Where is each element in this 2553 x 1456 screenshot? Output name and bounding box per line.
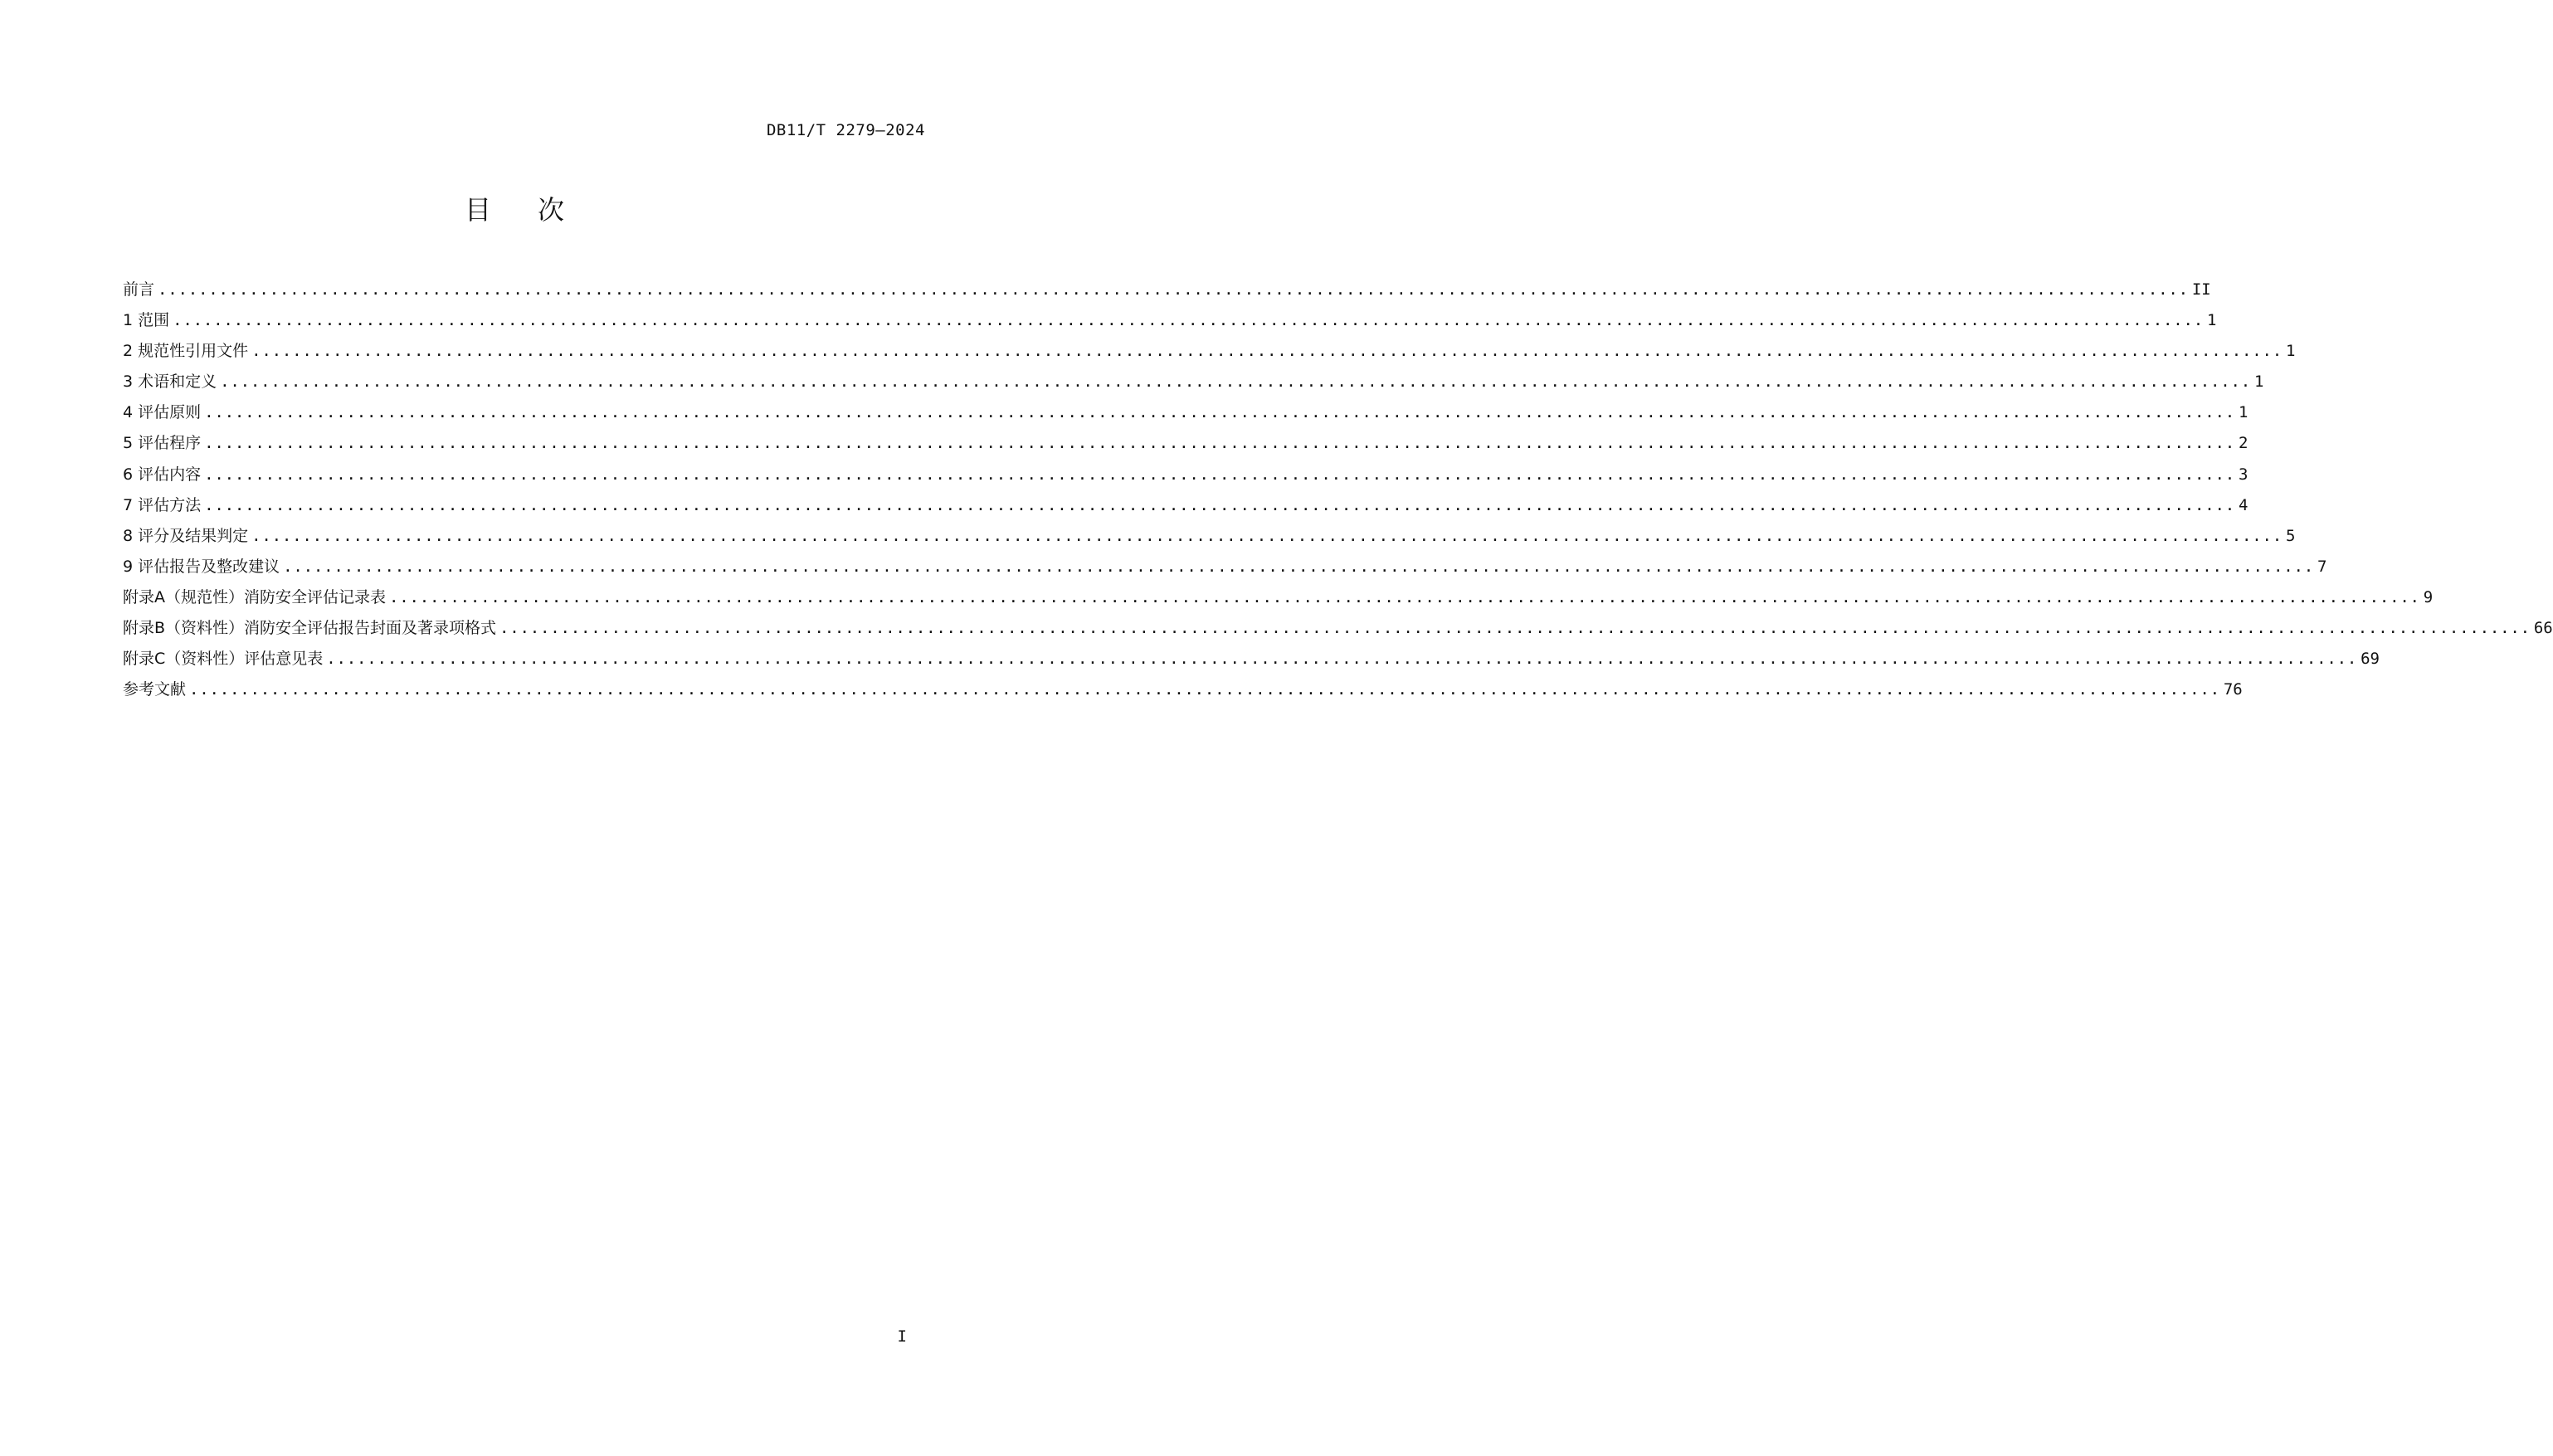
toc-entry-page: 4 [2238, 495, 2248, 514]
toc-entry-page: 1 [2238, 403, 2248, 422]
toc-entry-assessment-content[interactable] [123, 464, 2248, 494]
toc-entry-label: 8 评分及结果判定 [123, 526, 249, 545]
toc-entry-scoring-results[interactable] [123, 525, 2296, 556]
toc-entry-assessment-method[interactable] [123, 494, 2248, 525]
toc-dot-leader: ........................................................................................................................................................................................................ [251, 526, 2283, 545]
toc-dot-leader: ........................................................................................................................................................................................................ [204, 465, 2235, 484]
toc-dot-leader: ........................................................................................................................................................................................................ [204, 434, 2235, 453]
toc-dot-leader: ........................................................................................................................................................................................................ [220, 373, 2251, 392]
toc-entry-appendix-c[interactable] [123, 648, 2380, 679]
toc-entry-label: 9 评估报告及整改建议 [123, 557, 280, 576]
toc-entry-label: 附录C（资料性）评估意见表 [123, 650, 324, 669]
toc-dot-leader: ........................................................................................................................................................................................................ [189, 680, 2220, 699]
toc-entry-label: 1 范围 [123, 311, 170, 330]
toc-entry-label: 前言 [123, 280, 155, 299]
toc-entry-page: 3 [2238, 465, 2248, 484]
toc-entry-page: 1 [2206, 311, 2217, 330]
toc-entry-page: 66 [2533, 619, 2553, 638]
toc-dot-leader: ........................................................................................................................................................................................................ [204, 495, 2235, 514]
toc-dot-leader: ........................................................................................................................................................................................................ [499, 619, 2531, 638]
toc-dot-leader: ........................................................................................................................................................................................................ [326, 650, 2358, 669]
toc-entry-label: 3 术语和定义 [123, 373, 217, 392]
toc-dot-leader: ........................................................................................................................................................................................................ [158, 280, 2189, 299]
toc-entry-terms-definitions[interactable] [123, 371, 2264, 402]
toc-entry-page: 9 [2423, 587, 2434, 606]
toc-entry-scope[interactable] [123, 309, 2217, 340]
toc-entry-page: II [2191, 280, 2211, 299]
toc-entry-label: 附录B（资料性）消防安全评估报告封面及著录项格式 [123, 619, 497, 638]
toc-entry-label: 参考文献 [123, 680, 187, 699]
toc-entry-label: 5 评估程序 [123, 434, 202, 453]
toc-entry-page: 1 [2253, 373, 2264, 392]
toc-entry-bibliography[interactable] [123, 679, 2243, 709]
toc-dot-leader: ........................................................................................................................................................................................................ [251, 342, 2283, 361]
toc-entry-normative-references[interactable] [123, 340, 2296, 371]
toc-entry-label: 4 评估原则 [123, 403, 202, 422]
toc-entry-appendix-b[interactable] [123, 617, 2553, 648]
toc-entry-label: 6 评估内容 [123, 465, 202, 484]
toc-entry-assessment-procedure[interactable] [123, 432, 2248, 463]
toc-entry-page: 5 [2285, 526, 2296, 545]
toc-entry-page: 69 [2361, 650, 2380, 669]
toc-dot-leader: ........................................................................................................................................................................................................ [283, 557, 2314, 576]
toc-entry-page: 7 [2317, 557, 2327, 576]
toc-entry-label: 附录A（规范性）消防安全评估记录表 [123, 587, 386, 606]
toc-entry-appendix-a[interactable] [123, 587, 2434, 617]
toc-entry-assessment-principles[interactable] [123, 402, 2248, 432]
toc-entry-label: 2 规范性引用文件 [123, 342, 249, 361]
toc-entry-report-recommendations[interactable] [123, 556, 2327, 587]
toc-entry-label: 7 评估方法 [123, 495, 202, 514]
page-number: I [897, 1327, 907, 1346]
toc-entry-page: 2 [2238, 434, 2248, 453]
toc-entry-page: 1 [2285, 342, 2296, 361]
table-of-contents [123, 279, 2553, 709]
toc-entry-foreword[interactable] [123, 279, 2211, 309]
page-title: 目次 [464, 194, 611, 226]
standard-code: DB11/T 2279—2024 [766, 121, 925, 139]
toc-dot-leader: ........................................................................................................................................................................................................ [173, 311, 2204, 330]
toc-dot-leader: ........................................................................................................................................................................................................ [204, 403, 2235, 422]
toc-entry-page: 76 [2223, 680, 2243, 699]
toc-dot-leader: ........................................................................................................................................................................................................ [389, 587, 2420, 606]
